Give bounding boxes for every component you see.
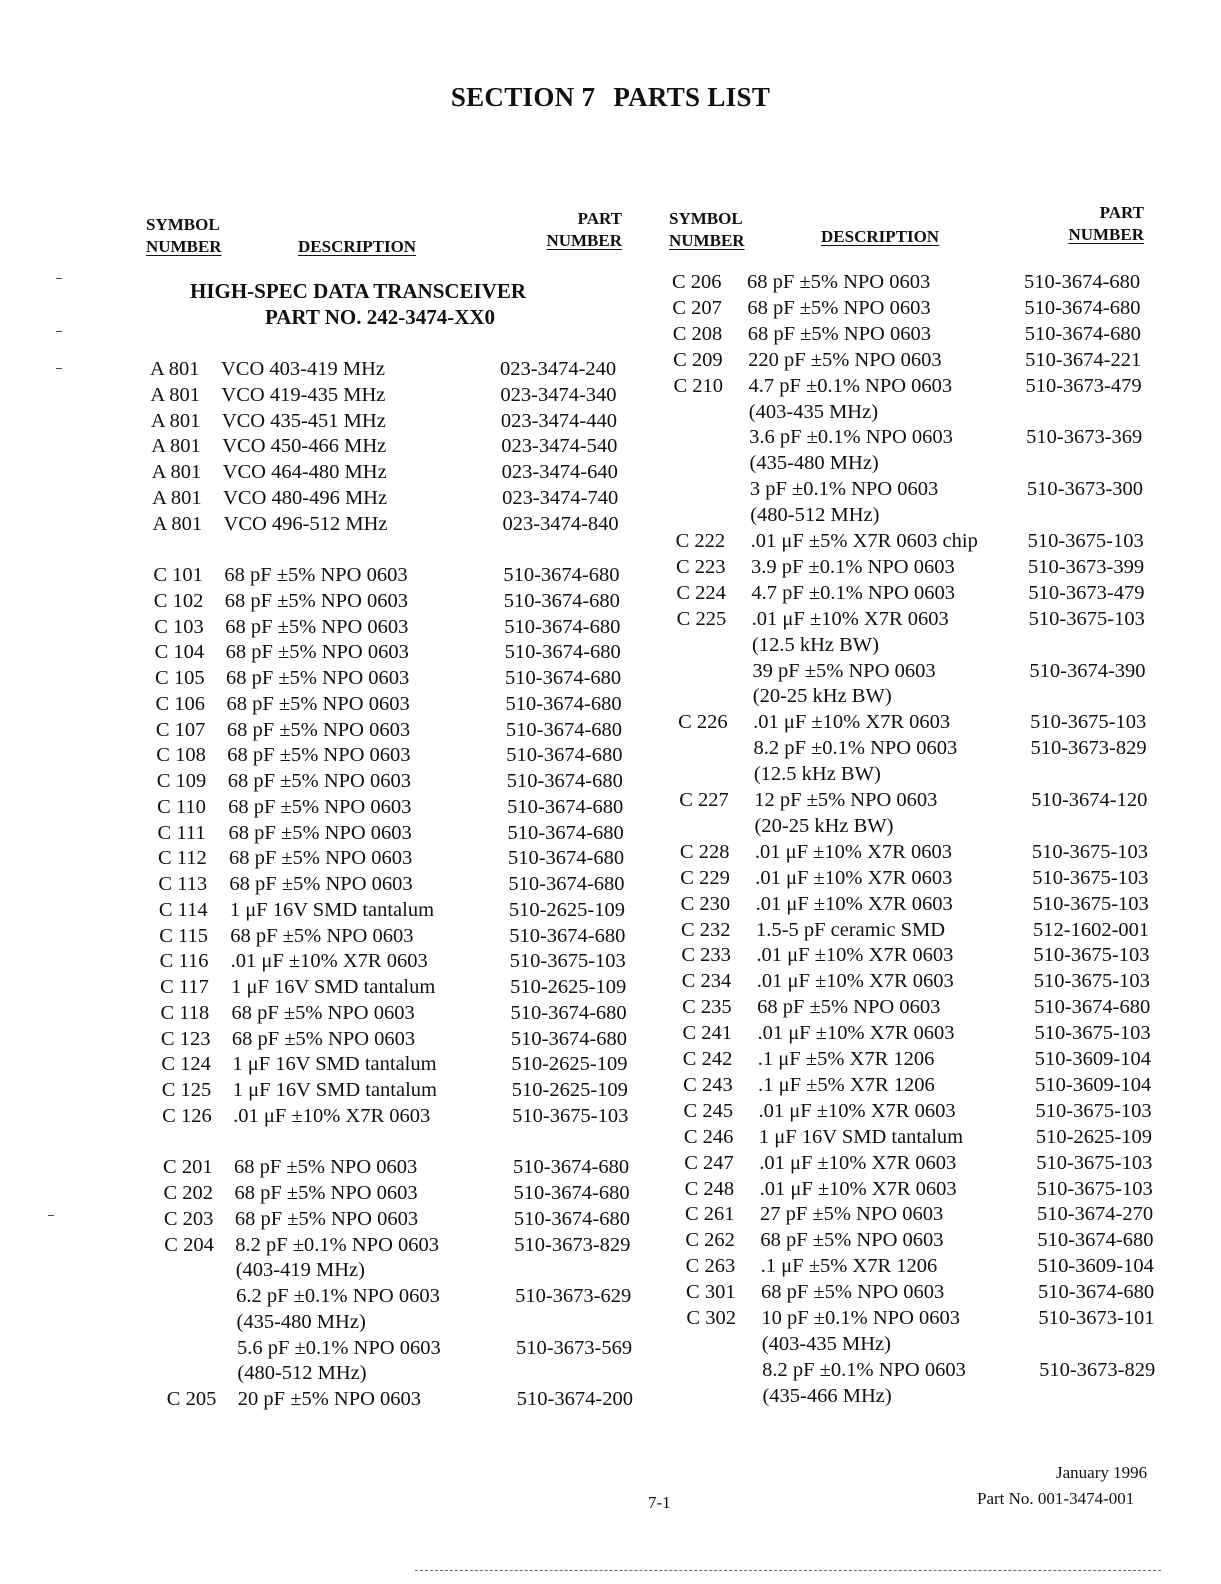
section-name: PARTS LIST	[613, 82, 771, 112]
part-number: 510-3674-680	[509, 924, 626, 947]
part-description: 10 pF ±0.1% NPO 0603	[761, 1307, 961, 1329]
part-number: 023-3474-840	[502, 512, 619, 535]
symbol-number: C 227	[679, 789, 729, 811]
symbol-number: C 125	[161, 1079, 212, 1101]
part-number: 510-3674-680	[1037, 1229, 1154, 1252]
left-part-header-top: PART	[577, 209, 622, 228]
part-number: 510-3673-101	[1038, 1307, 1155, 1329]
part-number: 510-3674-680	[510, 1001, 627, 1024]
symbol-number: A 801	[151, 461, 202, 483]
part-number: 510-3673-569	[515, 1336, 633, 1359]
part-description: 68 pF ±5% NPO 0603	[231, 1001, 415, 1024]
part-number: 510-3674-680	[504, 641, 621, 664]
symbol-number: C 233	[681, 944, 731, 967]
part-description: 68 pF ±5% NPO 0603	[226, 718, 411, 741]
part-description: 68 pF ±5% NPO 0603	[757, 996, 941, 1019]
part-description: 1 μF 16V SMD tantalum	[229, 898, 435, 921]
part-description: 1 μF 16V SMD tantalum	[232, 1079, 437, 1101]
symbol-number: C 205	[166, 1388, 217, 1410]
part-description: 68 pF ±5% NPO 0603	[225, 641, 409, 664]
part-number: 510-3673-399	[1027, 555, 1145, 578]
part-description: .01 μF ±10% X7R 0603	[754, 840, 952, 863]
left-symbol-header	[146, 214, 222, 258]
symbol-number: C 103	[154, 615, 204, 638]
part-number: 510-3674-680	[507, 821, 624, 844]
part-description: 68 pF ±5% NPO 0603	[227, 770, 411, 792]
part-number: 023-3474-340	[500, 383, 617, 406]
right-symbol-header-top: SYMBOL	[669, 209, 743, 228]
part-description: VCO 419-435 MHz	[221, 383, 386, 406]
part-description: (480-512 MHz)	[237, 1362, 367, 1385]
symbol-number: C 232	[681, 918, 731, 941]
symbol-number: C 104	[154, 641, 205, 664]
part-number: 510-3674-680	[506, 770, 623, 792]
part-description: 5.6 pF ±0.1% NPO 0603	[236, 1336, 441, 1359]
part-number: 510-3673-479	[1028, 581, 1145, 604]
symbol-number: C 108	[156, 744, 206, 767]
symbol-number: A 801	[152, 512, 203, 535]
part-description: 68 pF ±5% NPO 0603	[234, 1156, 418, 1179]
part-number: 510-3675-103	[1028, 607, 1145, 630]
symbol-number: C 208	[672, 322, 723, 345]
symbol-number: C 246	[683, 1125, 734, 1148]
part-description: .01 μF ±10% X7R 0603	[233, 1104, 431, 1127]
page-number: 7-1	[648, 1493, 671, 1512]
part-description: 68 pF ±5% NPO 0603	[225, 615, 409, 638]
symbol-number: C 248	[684, 1177, 735, 1200]
part-description: .01 μF ±10% X7R 0603	[759, 1151, 957, 1174]
symbol-number: C 101	[153, 564, 203, 586]
part-description: (12.5 kHz BW)	[752, 633, 879, 656]
part-description: VCO 496-512 MHz	[223, 512, 388, 535]
left-symbol-header-bottom: NUMBER	[146, 237, 222, 256]
symbol-number: C 245	[683, 1099, 734, 1122]
symbol-number: C 105	[155, 667, 205, 689]
symbol-number: C 115	[159, 924, 209, 947]
symbol-number: C 114	[158, 898, 208, 921]
part-number: 510-3674-390	[1029, 659, 1146, 682]
symbol-number: C 207	[672, 296, 722, 319]
part-description: .1 μF ±5% X7R 1206	[757, 1048, 935, 1070]
part-number: 023-3474-740	[502, 486, 619, 509]
symbol-number: C 107	[155, 718, 206, 741]
part-description: 39 pF ±5% NPO 0603	[752, 659, 936, 682]
symbol-number: A 801	[150, 358, 200, 380]
symbol-number: C 225	[676, 607, 727, 630]
symbol-number: C 235	[682, 996, 732, 1019]
part-description: 68 pF ±5% NPO 0603	[234, 1182, 418, 1204]
part-description: 1 μF 16V SMD tantalum	[758, 1125, 964, 1148]
left-part-header	[520, 208, 622, 252]
part-description: 220 pF ±5% NPO 0603	[748, 348, 942, 371]
part-number: 510-3673-369	[1026, 426, 1143, 449]
symbol-number: C 126	[162, 1104, 212, 1127]
part-description: 68 pF ±5% NPO 0603	[228, 821, 412, 844]
part-description: 4.7 pF ±0.1% NPO 0603	[748, 374, 953, 397]
part-description: .1 μF ±5% X7R 1206	[760, 1255, 938, 1278]
part-number: 510-3675-103	[1035, 1099, 1152, 1122]
page-title	[0, 82, 1221, 113]
part-number: 023-3474-640	[501, 461, 618, 483]
part-number: 510-3674-680	[505, 718, 623, 741]
part-number: 510-3609-104	[1037, 1255, 1154, 1278]
symbol-number: C 206	[672, 271, 722, 293]
part-description: 27 pF ±5% NPO 0603	[759, 1203, 944, 1226]
symbol-number: C 113	[158, 873, 208, 895]
part-description: 68 pF ±5% NPO 0603	[231, 1027, 416, 1050]
part-description: 68 pF ±5% NPO 0603	[226, 667, 410, 689]
part-number: 510-3675-103	[1034, 1022, 1151, 1045]
part-number: 510-3675-103	[1036, 1151, 1153, 1174]
part-description: 12 pF ±5% NPO 0603	[754, 789, 938, 811]
part-description: 68 pF ±5% NPO 0603	[760, 1229, 944, 1252]
symbol-number: C 302	[686, 1307, 736, 1329]
part-number: 510-2625-109	[511, 1053, 628, 1076]
product-part-number: PART NO. 242-3474-XX0	[265, 305, 496, 329]
part-description: VCO 464-480 MHz	[222, 461, 387, 483]
symbol-number: C 229	[680, 866, 730, 889]
symbol-number: C 242	[682, 1048, 733, 1070]
part-number: 510-3674-680	[1024, 296, 1141, 319]
symbol-number: C 123	[160, 1027, 211, 1050]
part-description: 68 pF ±5% NPO 0603	[226, 692, 410, 715]
part-number: 510-3673-829	[1039, 1358, 1156, 1381]
margin-mark	[56, 368, 62, 369]
symbol-number: C 224	[676, 581, 726, 604]
symbol-number: C 109	[156, 770, 207, 792]
part-number: 510-3674-680	[1024, 322, 1141, 345]
part-number: 510-3675-103	[1031, 840, 1149, 863]
part-number: 510-3675-103	[1027, 530, 1144, 552]
left-description-header: DESCRIPTION	[298, 237, 417, 256]
part-number: 510-2625-109	[508, 898, 625, 921]
part-description: 68 pF ±5% NPO 0603	[224, 564, 408, 586]
left-part-header-bottom: NUMBER	[546, 231, 622, 250]
symbol-number: C 202	[163, 1182, 213, 1204]
symbol-number: C 263	[685, 1255, 736, 1278]
part-number: 510-3675-103	[1033, 970, 1150, 993]
symbol-number: C 106	[155, 692, 206, 715]
symbol-number: C 230	[680, 892, 731, 915]
symbol-number: C 118	[160, 1001, 210, 1024]
part-description: .01 μF ±10% X7R 0603	[230, 950, 428, 973]
symbol-number: C 112	[157, 847, 207, 870]
section-label: SECTION 7	[450, 82, 596, 112]
footer-part-number: Part No. 001-3474-001	[977, 1489, 1135, 1508]
part-number: 510-3674-680	[1034, 996, 1151, 1019]
part-description: (403-435 MHz)	[748, 400, 879, 423]
part-description: 68 pF ±5% NPO 0603	[234, 1207, 419, 1230]
part-number: 510-3673-629	[515, 1285, 632, 1307]
part-description: 68 pF ±5% NPO 0603	[228, 847, 413, 870]
symbol-number: C 209	[673, 348, 723, 371]
symbol-number: C 204	[164, 1233, 214, 1256]
part-number: 510-3674-680	[505, 667, 622, 689]
part-description: .01 μF ±10% X7R 0603	[755, 892, 953, 915]
part-number: 510-3674-680	[503, 589, 620, 612]
part-description: 20 pF ±5% NPO 0603	[237, 1388, 422, 1410]
part-description: VCO 480-496 MHz	[223, 486, 388, 509]
part-number: 510-3673-829	[514, 1233, 631, 1256]
part-number: 510-3674-680	[504, 615, 621, 638]
right-symbol-header	[669, 208, 745, 252]
part-number: 023-3474-540	[501, 435, 618, 458]
margin-mark	[56, 331, 62, 332]
symbol-number: C 223	[675, 555, 726, 578]
part-description: .01 μF ±10% X7R 0603	[758, 1099, 956, 1122]
part-number: 023-3474-440	[500, 409, 617, 432]
symbol-number: C 111	[157, 821, 206, 844]
part-description: .01 μF ±10% X7R 0603	[756, 970, 954, 993]
part-number: 510-3675-103	[1036, 1177, 1153, 1200]
right-symbol-header-bottom: NUMBER	[669, 231, 745, 250]
symbol-number: C 226	[678, 711, 728, 734]
symbol-number: C 116	[159, 950, 209, 973]
part-description: .01 μF ±10% X7R 0603	[755, 866, 953, 889]
symbol-number: C 228	[679, 840, 730, 863]
part-description: .01 μF ±10% X7R 0603	[751, 607, 949, 630]
part-description: .1 μF ±5% X7R 1206	[758, 1073, 935, 1096]
part-description: 1 μF 16V SMD tantalum	[231, 976, 436, 998]
part-number: 510-2625-109	[510, 976, 627, 998]
part-description: .01 μF ±10% X7R 0603	[756, 944, 954, 967]
part-number: 510-3673-300	[1026, 478, 1144, 501]
symbol-number: C 234	[681, 970, 732, 993]
part-description: 8.2 pF ±0.1% NPO 0603	[762, 1358, 966, 1381]
part-description: (403-419 MHz)	[235, 1259, 365, 1282]
part-number: 510-3609-104	[1035, 1073, 1152, 1096]
part-number: 510-2625-109	[511, 1079, 628, 1101]
part-number: 510-3674-680	[508, 873, 625, 895]
part-description: 8.2 pF ±0.1% NPO 0603	[753, 737, 958, 760]
part-number: 510-3673-479	[1025, 374, 1142, 397]
part-description: 1.5-5 pF ceramic SMD	[756, 918, 946, 941]
part-number: 510-3675-103	[509, 950, 626, 973]
part-description: 68 pF ±5% NPO 0603	[224, 589, 409, 612]
part-description: VCO 403-419 MHz	[221, 358, 385, 380]
part-number: 510-3674-680	[1024, 271, 1141, 293]
part-number: 510-2625-109	[1035, 1125, 1153, 1148]
part-number: 510-3674-680	[513, 1182, 630, 1204]
right-part-header	[1040, 202, 1144, 246]
part-description: .01 μF ±10% X7R 0603	[753, 711, 951, 734]
part-description: 1 μF 16V SMD tantalum	[232, 1053, 437, 1076]
part-number: 510-3674-270	[1036, 1203, 1154, 1226]
part-number: 510-3675-103	[1032, 866, 1149, 889]
part-description: VCO 450-466 MHz	[222, 435, 387, 458]
part-number: 510-3674-680	[507, 847, 625, 870]
symbol-number: C 222	[675, 530, 726, 552]
part-description: 68 pF ±5% NPO 0603	[747, 271, 931, 293]
part-description: 8.2 pF ±0.1% NPO 0603	[235, 1233, 440, 1256]
part-description: 4.7 pF ±0.1% NPO 0603	[751, 581, 956, 604]
part-description: (435-466 MHz)	[762, 1384, 892, 1407]
part-description: (480-512 MHz)	[750, 504, 880, 527]
part-number: 510-3674-680	[513, 1207, 631, 1230]
part-description: 68 pF ±5% NPO 0603	[747, 296, 931, 319]
part-description: 68 pF ±5% NPO 0603	[230, 924, 414, 947]
symbol-number: C 261	[684, 1203, 735, 1226]
part-description: (20-25 kHz BW)	[752, 685, 892, 708]
symbol-number: A 801	[150, 383, 200, 406]
symbol-number: C 241	[682, 1022, 732, 1045]
part-number: 510-3674-221	[1025, 348, 1142, 371]
part-description: 68 pF ±5% NPO 0603	[228, 795, 412, 818]
part-description: 68 pF ±5% NPO 0603	[229, 873, 413, 895]
margin-mark	[48, 1215, 54, 1216]
symbol-number: A 801	[152, 486, 202, 509]
symbol-number: A 801	[151, 435, 201, 458]
part-number: 510-3674-680	[513, 1156, 630, 1179]
part-description: .01 μF ±5% X7R 0603 chip	[750, 530, 978, 552]
part-description: 68 pF ±5% NPO 0603	[747, 322, 931, 345]
product-title: HIGH-SPEC DATA TRANSCEIVER	[190, 279, 527, 303]
part-description: 3.9 pF ±0.1% NPO 0603	[750, 555, 955, 578]
part-number: 510-3673-829	[1030, 737, 1147, 760]
left-symbol-header-top: SYMBOL	[146, 215, 220, 234]
part-description: (435-480 MHz)	[236, 1310, 366, 1333]
symbol-number: C 301	[686, 1281, 736, 1304]
symbol-number: C 262	[685, 1229, 735, 1252]
part-description: 68 pF ±5% NPO 0603	[227, 744, 411, 767]
part-description: (403-435 MHz)	[761, 1332, 891, 1355]
symbol-number: C 124	[161, 1053, 211, 1076]
part-description: 3.6 pF ±0.1% NPO 0603	[749, 426, 953, 449]
right-part-header-bottom: NUMBER	[1068, 225, 1144, 244]
part-number: 510-3674-680	[1038, 1281, 1155, 1304]
part-description: VCO 435-451 MHz	[221, 409, 386, 432]
part-number: 510-3674-680	[510, 1027, 628, 1050]
part-description: 68 pF ±5% NPO 0603	[761, 1281, 945, 1304]
part-number: 510-3609-104	[1034, 1048, 1151, 1070]
footer-date: January 1996	[1056, 1463, 1148, 1482]
bottom-rule	[415, 1570, 1161, 1571]
symbol-number: C 243	[683, 1073, 733, 1096]
symbol-number: C 203	[163, 1207, 214, 1230]
symbol-number: C 247	[684, 1151, 734, 1174]
symbol-number: C 117	[160, 976, 209, 998]
part-number: 510-3674-120	[1031, 789, 1148, 811]
part-description: 3 pF ±0.1% NPO 0603	[749, 478, 939, 501]
symbol-number: C 210	[673, 374, 723, 397]
part-number: 510-3674-200	[516, 1388, 633, 1410]
right-description-header: DESCRIPTION	[821, 227, 940, 246]
part-number: 023-3474-240	[500, 358, 617, 380]
part-number: 510-3674-680	[506, 744, 623, 767]
part-description: .01 μF ±10% X7R 0603	[759, 1177, 957, 1200]
part-description: (20-25 kHz BW)	[754, 814, 894, 837]
part-description: .01 μF ±10% X7R 0603	[757, 1022, 955, 1045]
part-number: 510-3675-103	[512, 1104, 629, 1127]
part-number: 510-3675-103	[1033, 944, 1150, 967]
part-description: 6.2 pF ±0.1% NPO 0603	[236, 1285, 440, 1307]
right-part-header-top: PART	[1099, 203, 1144, 222]
margin-mark	[56, 278, 62, 279]
symbol-number: C 201	[163, 1156, 213, 1179]
part-number: 510-3675-103	[1030, 711, 1147, 734]
part-number: 510-3674-680	[503, 564, 620, 586]
symbol-number: A 801	[150, 409, 201, 432]
part-number: 510-3675-103	[1032, 892, 1149, 915]
symbol-number: C 102	[153, 589, 204, 612]
part-description: (12.5 kHz BW)	[753, 763, 881, 786]
part-number: 510-3674-680	[507, 795, 624, 818]
part-description: (435-480 MHz)	[749, 452, 879, 475]
part-number: 510-3674-680	[505, 692, 622, 715]
symbol-number: C 110	[157, 795, 206, 818]
part-number: 512-1602-001	[1033, 918, 1150, 941]
